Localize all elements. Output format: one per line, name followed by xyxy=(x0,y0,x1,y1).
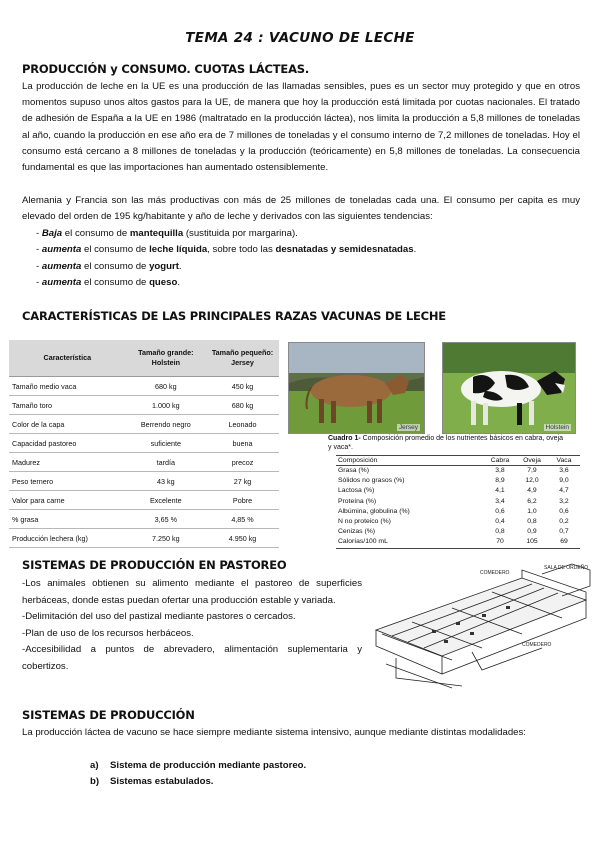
caption-label: Cuadro 1- xyxy=(328,435,361,442)
table-cell: 12,0 xyxy=(525,477,539,485)
list-item: a) Sistema de producción mediante pastoreo. xyxy=(90,760,307,771)
table-cell: Calorías/100 mL xyxy=(336,537,484,548)
table-header: Tamaño grande: Holstein xyxy=(126,340,206,377)
section-heading-breeds: CARACTERÍSTICAS DE LAS PRINCIPALES RAZAS VACUNAS DE LECHE xyxy=(22,309,446,323)
table-cell: 0,6 xyxy=(559,507,569,515)
table-cell: Valor para carne xyxy=(9,491,126,510)
table-cell: 4,7 xyxy=(559,487,569,495)
table-header: Característica xyxy=(9,340,126,377)
table-cell: 0,6 xyxy=(495,507,505,515)
table-cell: N no proteico (%) xyxy=(338,518,391,526)
table-cell: Sólidos no grasos (%) xyxy=(338,477,405,485)
table-cell: 1,0 xyxy=(527,507,537,515)
table-row xyxy=(336,476,580,486)
table-cell: 4,85 % xyxy=(206,510,279,529)
table-cell: 3,2 xyxy=(559,497,569,505)
list-item: - aumenta el consumo de yogurt. xyxy=(36,260,182,272)
list-item: - aumenta el consumo de leche líquida, sobre todo las desnatadas y semidesnatadas. xyxy=(36,244,417,256)
modalities-list xyxy=(90,758,306,791)
paragraph-production: La producción de leche en la UE es una producción de las llamadas sensibles, pues es un sector muy protegido y que en otros momentos supuso unos altos gastos para la UE, de manera que hoy la producción está limitada por cuotas nacionales. El tratado de adhesión de España a la UE en 1986 (maltratado en la producción láctea), nos limita la producción a 5,8 millones de toneladas al año, cuando la producción en ese año era de 7 millones de toneladas y el consumo interno de 7,2 millones de toneladas. Hoy el consumo está cercano a 8 millones de toneladas y la producción (teóricamente) en 5,8 millones de toneladas. La consecuencia fundamental es que las importaciones han aumentado ostensiblemente. xyxy=(22,81,580,174)
table-row xyxy=(9,415,279,434)
list-item: b) Sistemas estabulados. xyxy=(90,776,214,788)
table-cell: 0,4 xyxy=(495,518,505,526)
table-header: Cabra xyxy=(484,456,516,466)
table-cell: 9,0 xyxy=(559,477,569,485)
table-header: Vaca xyxy=(548,456,580,466)
list-item: -Delimitación del uso del pastizal mediante pastores o cercados. xyxy=(22,611,296,623)
table-cell: tardía xyxy=(126,453,206,472)
paragraph-systems: La producción láctea de vacuno se hace siempre mediante sistema intensivo, aunque mediante distintas modalidades: xyxy=(22,727,526,738)
table-cell: 27 kg xyxy=(206,472,279,491)
page-title: TEMA 24 : VACUNO DE LECHE xyxy=(185,30,415,46)
trend-list xyxy=(36,226,576,292)
table-header: Tamaño pequeño: Jersey xyxy=(206,340,279,377)
table-cell: 4.950 kg xyxy=(206,529,279,548)
table-cell: 0,7 xyxy=(559,528,569,536)
table-header-row xyxy=(336,456,580,466)
table-cell: 6,2 xyxy=(527,497,537,505)
drawing-label: COMEDERO xyxy=(480,570,510,576)
table-row xyxy=(9,396,279,415)
table-header-row xyxy=(9,340,279,377)
table-cell: 43 kg xyxy=(126,472,206,491)
table-cell: 3,6 xyxy=(559,467,569,474)
table-cell: 69 xyxy=(548,537,580,548)
table-cell: 680 kg xyxy=(206,396,279,415)
table-row xyxy=(336,466,580,477)
table-cell: buena xyxy=(206,434,279,453)
table-cell: 3,65 % xyxy=(126,510,206,529)
table-row xyxy=(9,472,279,491)
table-cell: % grasa xyxy=(9,510,126,529)
table-cell: precoz xyxy=(206,453,279,472)
table-cell: 0,9 xyxy=(527,528,537,536)
table-cell: Cenizas (%) xyxy=(338,528,376,536)
table-cell: Pobre xyxy=(206,491,279,510)
table-cell: Albúmina, globulina (%) xyxy=(338,507,410,515)
table-row xyxy=(336,527,580,537)
table-row xyxy=(9,453,279,472)
table-cell: 1.000 kg xyxy=(126,396,206,415)
photo-caption-holstein: Holstein xyxy=(545,424,569,431)
table-cell: 4,1 xyxy=(495,487,505,495)
table-cell: 3,4 xyxy=(495,497,505,505)
table-cell: Peso ternero xyxy=(9,472,126,491)
table-cell: Leonado xyxy=(206,415,279,434)
holstein-cow-image xyxy=(443,343,575,433)
table-header: Oveja xyxy=(516,456,548,466)
table-cell: 70 xyxy=(484,537,516,548)
table-cell: 7.250 kg xyxy=(126,529,206,548)
table-row xyxy=(336,507,580,517)
table-row xyxy=(336,537,580,548)
table-cell: 4,9 xyxy=(527,487,537,495)
table-row xyxy=(9,434,279,453)
list-item: -Los animales obtienen su alimento mediante el pastoreo de superficies herbáceas, donde estas puedan ofertar una producción estable y variada. xyxy=(22,578,362,606)
nutrient-table-caption xyxy=(328,435,568,452)
table-cell: Madurez xyxy=(9,453,126,472)
table-cell: 0,2 xyxy=(559,518,569,526)
table-cell: Grasa (%) xyxy=(338,467,369,474)
breeds-table xyxy=(9,340,279,548)
table-row xyxy=(9,491,279,510)
caption-text: Composición promedio de los nutrientes básicos en cabra, oveja y vaca*. xyxy=(328,435,564,451)
table-cell: 105 xyxy=(516,537,548,548)
section-heading-production: PRODUCCIÓN y CONSUMO. CUOTAS LÁCTEAS. xyxy=(22,62,310,76)
section-heading-systems: SISTEMAS DE PRODUCCIÓN xyxy=(22,708,195,722)
table-cell: Capacidad pastoreo xyxy=(9,434,126,453)
list-item: -Accesibilidad a puntos de abrevadero, alimentación suplementaria y cobertizos. xyxy=(22,644,362,672)
table-cell: 8,9 xyxy=(495,477,505,485)
table-cell: Berrendo negro xyxy=(126,415,206,434)
table-header: Composición xyxy=(336,456,484,466)
table-cell: Color de la capa xyxy=(9,415,126,434)
farm-illustration xyxy=(372,560,594,690)
section-heading-grazing: SISTEMAS DE PRODUCCIÓN EN PASTOREO xyxy=(22,558,287,572)
table-row xyxy=(9,377,279,396)
paragraph-consumption: Alemania y Francia son las más productivas con más de 25 millones de toneladas cada una. El consumo per capita es muy elevado del orden de 195 kg/habitante y año de leche y derivados con las siguientes tendencias: xyxy=(22,195,580,223)
table-row xyxy=(9,529,279,548)
table-cell: Proteína (%) xyxy=(338,497,377,505)
list-item: - aumenta el consumo de queso. xyxy=(36,277,180,289)
table-cell: 450 kg xyxy=(206,377,279,396)
table-cell: Tamaño toro xyxy=(9,396,126,415)
nutrient-table xyxy=(336,455,580,549)
table-cell: 0,8 xyxy=(527,518,537,526)
jersey-cow-photo xyxy=(288,342,425,434)
table-cell: 7,9 xyxy=(527,467,537,474)
drawing-label: COMEDERO xyxy=(522,642,552,648)
jersey-cow-image xyxy=(289,343,424,433)
list-item: - Baja el consumo de mantequilla (sustituida por margarina). xyxy=(36,228,298,239)
table-cell: suficiente xyxy=(126,434,206,453)
grazing-list xyxy=(22,576,362,676)
holstein-cow-photo xyxy=(442,342,576,434)
table-cell: Producción lechera (kg) xyxy=(9,529,126,548)
dairy-farm-drawing xyxy=(372,560,594,690)
table-cell: Excelente xyxy=(126,491,206,510)
table-row xyxy=(9,510,279,529)
table-cell: 3,8 xyxy=(495,467,505,474)
table-row xyxy=(336,517,580,527)
photo-caption-jersey: Jersey xyxy=(398,424,418,431)
table-row xyxy=(336,486,580,496)
table-row xyxy=(336,497,580,507)
table-cell: 680 kg xyxy=(126,377,206,396)
table-cell: Lactosa (%) xyxy=(338,487,375,495)
table-cell: 0,8 xyxy=(495,528,505,536)
table-cell: Tamaño medio vaca xyxy=(9,377,126,396)
list-item: -Plan de uso de los recursos herbáceos. xyxy=(22,627,194,639)
drawing-label: SALA DE ORDEÑO xyxy=(544,565,589,571)
